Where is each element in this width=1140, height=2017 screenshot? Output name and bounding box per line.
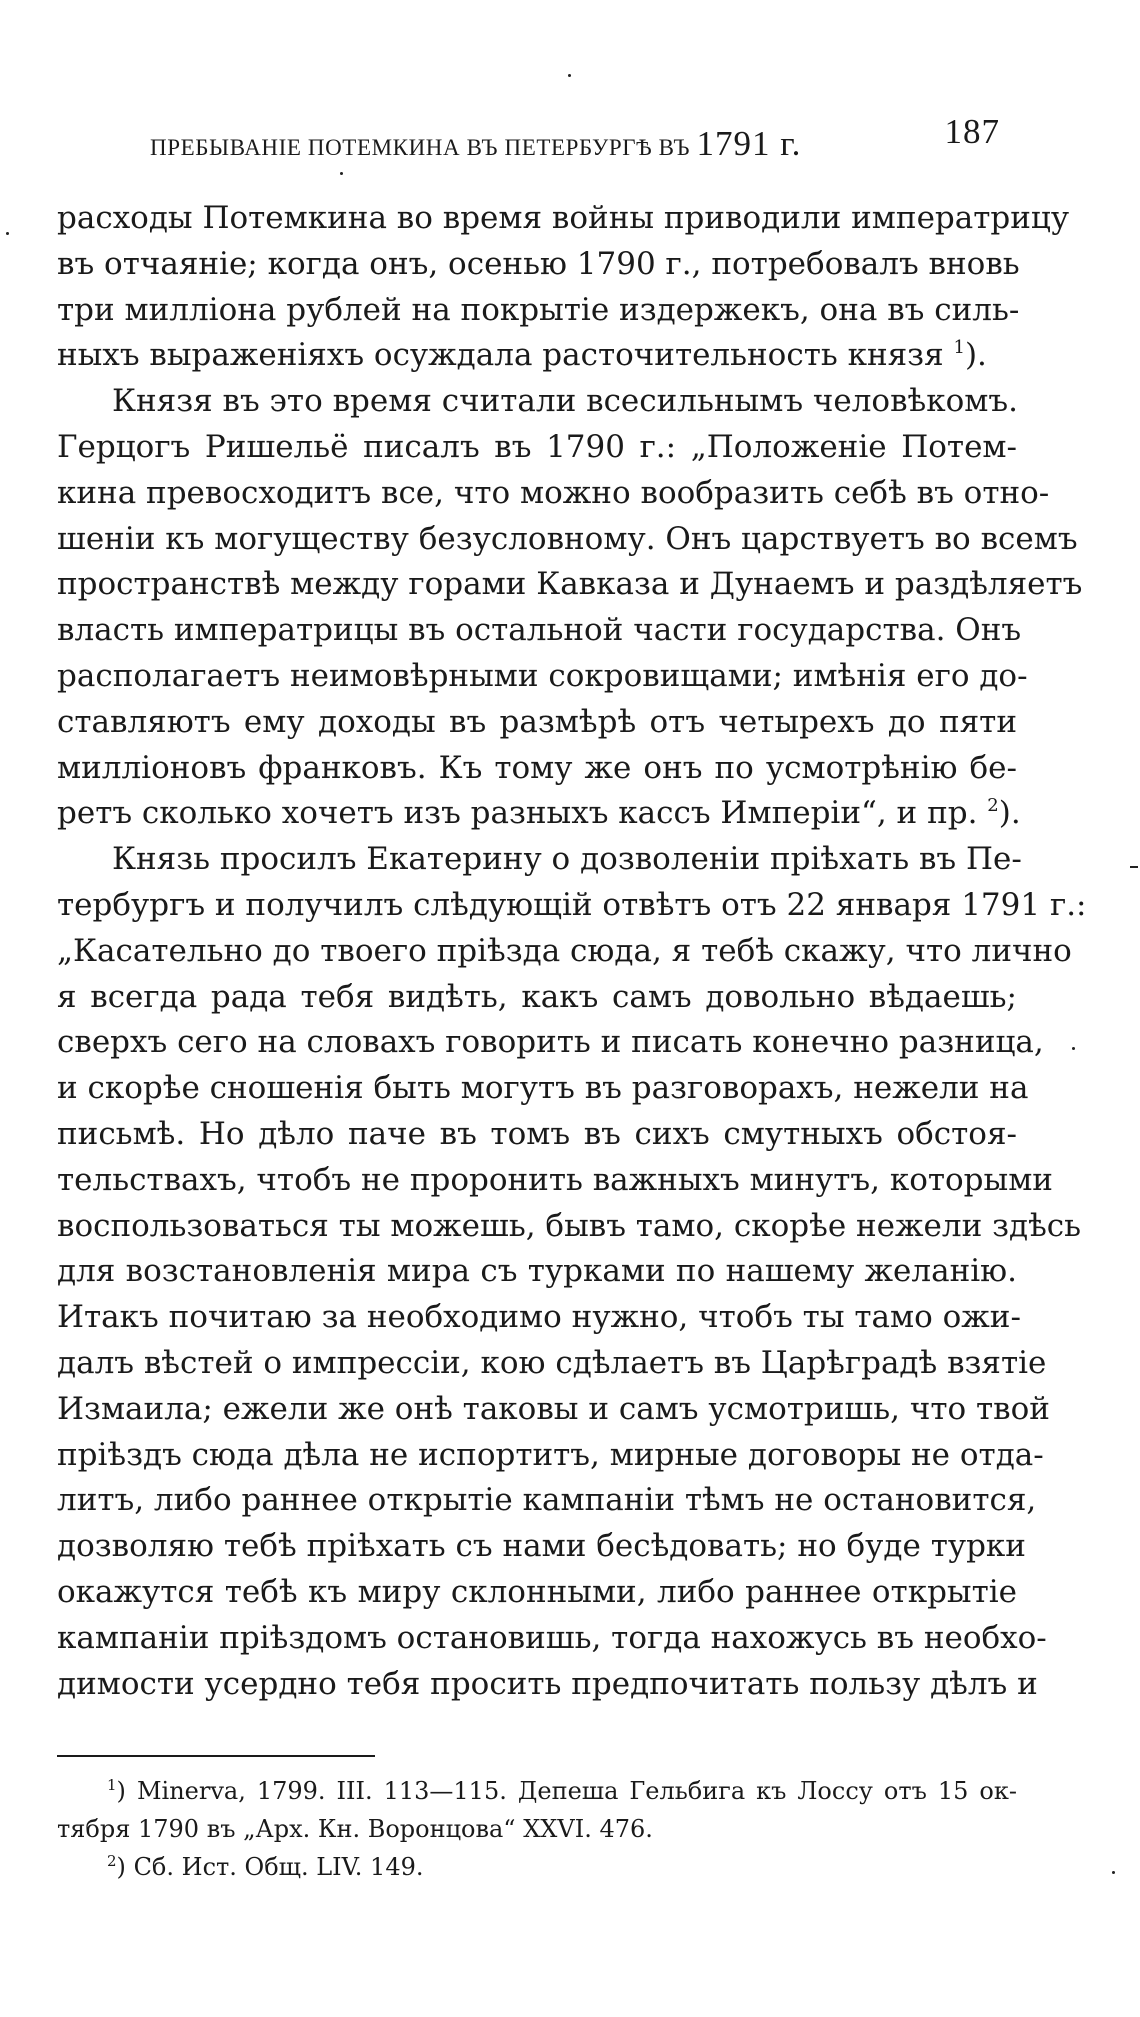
footnote-divider <box>57 1755 375 1757</box>
footnote-1-text: Minerva, 1799. III. 113—115. Депеша Гельбига къ Лоссу отъ 15 ок- <box>136 1777 1017 1805</box>
text-line: шеніи къ могуществу безусловному. Онъ царствуетъ во всемъ <box>57 520 1078 557</box>
print-speck <box>1072 1047 1075 1050</box>
running-title <box>150 124 801 164</box>
text-line: ставляютъ ему доходы въ размѣрѣ отъ четырехъ до пяти <box>57 703 1017 740</box>
text-line: тербургъ и получилъ слѣдующій отвѣтъ отъ 22 января 1791 г.: <box>57 886 1087 923</box>
text-line: Измаила; ежели же онѣ таковы и самъ усмотришь, что твой <box>57 1390 1050 1427</box>
text-line: сверхъ сего на словахъ говорить и писать конечно разница, <box>57 1024 1044 1061</box>
text-line-content: ныхъ выраженіяхъ осуждала расточительность князя <box>57 337 944 374</box>
footnote-1 <box>57 1772 1017 1810</box>
footnote-ref-1: 1 <box>953 337 965 359</box>
text-line-content: ретъ сколько хочетъ изъ разныхъ кассъ Имперіи“, и пр. <box>57 795 978 832</box>
footnote-2-number: 2 <box>107 1852 117 1870</box>
text-line: литъ, либо раннее открытіе кампаніи тѣмъ не остановится, <box>57 1482 1037 1519</box>
text-line: пріѣздъ сюда дѣла не испортитъ, мирные договоры не отда- <box>57 1436 1044 1473</box>
footnote-ref-paren: ). <box>964 337 987 374</box>
print-speck <box>1130 866 1138 868</box>
text-line <box>57 333 1017 379</box>
footnote-1-number: 1 <box>107 1776 117 1794</box>
footnote-ref-2: 2 <box>987 795 999 817</box>
running-title-text: ПРЕБЫВАНІЕ ПОТЕМКИНА ВЪ ПЕТЕРБУРГѢ ВЪ <box>150 135 691 160</box>
text-line: „Касательно до твоего пріѣзда сюда, я тебѣ скажу, что лично <box>57 932 1072 969</box>
text-line: далъ вѣстей о импрессіи, кою сдѣлаетъ въ Царѣградѣ взятіе <box>57 1344 1047 1381</box>
text-line: три милліона рублей на покрытіе издержекъ, она въ силь- <box>57 291 1020 328</box>
text-line: я всегда рада тебя видѣть, какъ самъ довольно вѣдаешь; <box>57 978 1017 1015</box>
running-head <box>150 112 1010 162</box>
print-speck <box>568 74 571 77</box>
text-line: кампаніи пріѣздомъ остановишь, тогда нахожусь въ необхо- <box>57 1619 1047 1656</box>
text-line <box>57 791 1021 837</box>
text-line: и скорѣе сношенія быть могутъ въ разговорахъ, нежели на <box>57 1070 1029 1107</box>
footnote-ref-2-group <box>987 795 1020 831</box>
footnotes <box>57 1772 1017 1886</box>
print-speck <box>340 172 343 175</box>
text-line: тельствахъ, чтобъ не проронить важныхъ минутъ, которыми <box>57 1161 1053 1198</box>
print-speck <box>1112 1871 1115 1874</box>
text-line: для возстановленія мира съ турками по нашему желанію. <box>57 1253 1017 1290</box>
text-line: дозволяю тебѣ пріѣхать съ нами бесѣдовать; но буде турки <box>57 1528 1026 1565</box>
footnote-2 <box>57 1848 1017 1886</box>
text-line: пространствѣ между горами Кавказа и Дунаемъ и раздѣляетъ <box>57 566 1083 603</box>
page-number: 187 <box>944 112 1000 151</box>
text-line: въ отчаяніе; когда онъ, осенью 1790 г., потребовалъ вновь <box>57 245 1020 282</box>
footnote-2-marker <box>107 1853 126 1881</box>
text-line: Герцогъ Ришельё писалъ въ 1790 г.: „Положеніе Потем- <box>57 428 1017 465</box>
text-line: воспользоваться ты можешь, бывъ тамо, скорѣе нежели здѣсь <box>57 1207 1082 1244</box>
running-title-year: 1791 г. <box>696 124 802 163</box>
footnote-2-text: Сб. Ист. Общ. LIV. 149. <box>133 1853 424 1881</box>
footnote-1-marker <box>107 1777 126 1805</box>
footnote-ref-paren: ). <box>998 795 1021 832</box>
body-text <box>57 196 1087 1707</box>
text-line: Князь просилъ Екатерину о дозволеніи пріѣхать въ Пе- <box>112 841 1022 878</box>
footnote-2-paren: ) <box>116 1853 126 1881</box>
text-line: располагаетъ неимовѣрными сокровищами; имѣнія его до- <box>57 657 1028 694</box>
text-line: милліоновъ франковъ. Къ тому же онъ по усмотрѣнію бе- <box>57 749 1017 786</box>
text-line: димости усердно тебя просить предпочитать пользу дѣлъ и <box>57 1665 1038 1702</box>
footnote-1-continuation: тября 1790 въ „Арх. Кн. Воронцова“ XXVI. 476. <box>57 1815 653 1843</box>
text-line: власть императрицы въ остальной части государства. Онъ <box>57 612 1022 649</box>
text-line: Князя въ это время считали всесильнымъ человѣкомъ. <box>112 383 1018 420</box>
text-line: расходы Потемкина во время войны приводили императрицу <box>57 200 1070 236</box>
print-speck <box>6 232 9 235</box>
text-line: окажутся тебѣ къ миру склонными, либо раннее открытіе <box>57 1573 1017 1610</box>
footnote-1-paren: ) <box>116 1777 126 1805</box>
text-line: Итакъ почитаю за необходимо нужно, чтобъ ты тамо ожи- <box>57 1299 1021 1336</box>
text-line: письмѣ. Но дѣло паче въ томъ въ сихъ смутныхъ обстоя- <box>57 1115 1017 1152</box>
text-line: кина превосходитъ все, что можно вообразить себѣ въ отно- <box>57 474 1050 511</box>
